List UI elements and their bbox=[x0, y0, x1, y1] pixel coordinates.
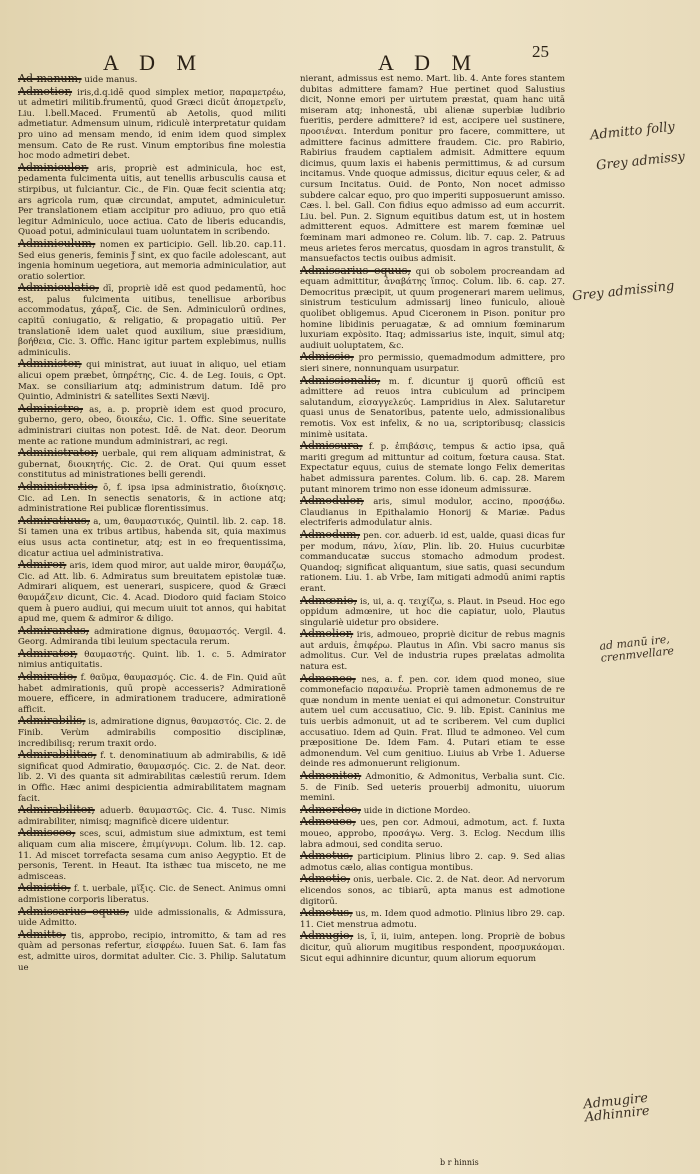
entry-headword: Admistio, bbox=[18, 881, 71, 895]
entry-headword: Admissionalis, bbox=[300, 373, 381, 387]
entry-definition: aduerb. θαυμαστῶς. Cic. 4. Tusc. Nimis admirabiliter, nimisq; magnificè dicere uidentur. bbox=[18, 806, 287, 827]
entry-definition: qui ministrat, aut iuuat in aliquo, uel etiam alicui opem præbet, ὑπηρέτης, Cic. 4. de Leg. Iouis, ɢ Opt. Max. se consiliarium atq; administrum datum. Idē pro Quintio, Administri & satellites Sexti Nævij. bbox=[18, 360, 286, 403]
entry-definition: ō, f. ipsa ipsa administratio, διοίκησις. Cic. ad Len. In senectis senatoris, & in actione atq; administratione Rei publicæ florentissimus. bbox=[18, 482, 286, 515]
entry-headword: Admodum, bbox=[300, 527, 361, 541]
entry-definition: sces, scui, admistum siue admixtum, est temi aliquam cum alia miscere, ἐπιμίγνυμι. Colum. lib. 12. cap. 11. Ad miscet torrefacta sesama cum aniso Aegyptio. Et de personis, Terent. in Heaut. Ita isthæc tua misceto, ne me admisceas. bbox=[18, 829, 286, 882]
dictionary-entry bbox=[18, 236, 286, 282]
entry-definition: ues, pen cor. Admoui, admotum, act. f. Iuxta moueo, approbo, προσάγω. Verg. 3. Eclog. Necdum illis labra admoui, sed condita seruo. bbox=[300, 818, 565, 850]
entry-headword: Admissio, bbox=[300, 350, 354, 364]
entry-headword: Admetior, bbox=[18, 84, 73, 98]
dictionary-entry bbox=[300, 527, 565, 595]
entry-definition: m. f. dicuntur ij quorū officiū est admittere ad reuos intra cubiculum ad principem salutandum, εἰσαγγελεύς. Lampridius in Alex. Salutaretur quasi unus de Senatoribus, patente uelo, admissionalibus remotis. Vox est infelix, & no ua, scriptoribusq; classicis minimè usitata. bbox=[300, 376, 565, 440]
dictionary-entry bbox=[300, 771, 565, 804]
dictionary-entry bbox=[18, 359, 286, 402]
entry-definition: uerbale, qui rem aliquam administrat, & gubernat, διοικητής. Cic. 2. de Orat. Qui quum esset constitutus ad ministrationes belli gerendi. bbox=[18, 449, 286, 481]
dictionary-entry bbox=[300, 908, 565, 930]
entry-definition: as, a. p. propriè idem est quod procuro, guberno, gero, obeo, διοικέω, Cic. 1. Offic. Sine seueritate administrari ciuitas non potest. Idē. de Nat. deor. Deorum mente ac ratione mundum administrari, ac regi. bbox=[18, 404, 287, 447]
entry-definition: iris,d.q.idē quod simplex metior, παραμετρέω, ut admetiri militib.frumentū, quod Græci dicūt ἀπομετρεῖν, Liu. l.bell.Maced. Frumentū ab Aetolis, quod militi admetiatur. Admensum uinum, ridiculè interpretatur quidam pro uino ad mensam mendo, id enim idem quod simplex mensum. Cato de Re rust. Vinum emptoribus fine molestia hoc modo admetiri debet. bbox=[18, 87, 286, 162]
entry-definition: nierant, admissus est nemo. Mart. lib. 4. Ante fores stantem dubitas admittere famam? Hue pertinet quod Salustius dicit, Nonne emori per uirtutem præstat, quam hanc uitā miseram atq; inhonestā, ubi alienæ superbiæ ludibrio fueritis, perdere admittere? id est, accipere uel sustinere, προσιέναι. Interdum ponitur pro facere, committere, ut admittere facinus admittere fraudem. Cic. pro Rabirio, Rabirius fraudem captialem admisit. Admittere equum dicimus, quum laxis ei habenis permittimus, & ad cursum incitamus. Vnde quoque admissus, dicitur equus celer, & ad cursum Incitatus. Ouid. de Ponto, Non nocet admisso subdere calcar equo, pro quo imperiti supposuerunt amisso. Cæs. l. bel. Gall. Con fidius equo admisso ad eum accurrit. Liu. bel. Pun. 2. Signum equitibus datum est, ut in hostem admitterent equos. Admittere est marem fœminæ uel fœminam mari admoneo re. Colum. lib. 7. cap. 2. Patruus meus arietes feros mercatus, quosdam in agros transtulit, & mansuefactos tectis ouibus admisit. bbox=[300, 74, 565, 265]
entry-definition: θαυμαστής. Quint. lib. 1. c. 5. Admirator nimius antiquitatis. bbox=[18, 649, 286, 671]
entry-headword: Admotus, bbox=[300, 906, 353, 920]
entry-headword: Admirabilitas, bbox=[18, 748, 97, 762]
entry-definition: f. t. uerbale, μῖξις. Cic. de Senect. Animus omni admistione corporis liberatus. bbox=[18, 884, 286, 905]
entry-definition: aris, idem quod miror, aut ualde miror, θαυμάζω, Cic. ad Att. lib. 6. Admiratus sum breuitatem epistolæ tuæ. Admirari aliquem, est uenerari, suspicere, quod & Græci θαυμάζειν dicunt, Cic. 4. Acad. Diodoro quid faciam Stoico quem à puero audiui, qui mecum uiuit tot annos, qui habitat apud me, quem & admiror & diligo. bbox=[18, 561, 286, 625]
dictionary-entry bbox=[18, 805, 286, 827]
entry-headword: Adminiculatio, bbox=[18, 281, 99, 295]
entry-definition: is, ui, a. q. τειχίζω, s. Plaut. in Pseud. Hoc ego oppidum admœnire, ut hoc die capiatur, uolo, Plautus singulariè uidetur pro obsidere. bbox=[300, 596, 566, 628]
entry-definition: admiratione dignus, θαυμαστός. Vergil. 4. Georg. Admiranda tibi leuium spectacula rerum. bbox=[18, 626, 287, 648]
entry-definition: tis, approbo, recipio, intromitto, & tam ad res quàm ad personas refertur, εἰσφρέω. Iuuen Sat. 6. Iam fas est, admitte uiros, dormitat adulter. Cic. 3. Philip. Salutatum ue bbox=[18, 930, 286, 973]
dictionary-entry bbox=[18, 479, 286, 515]
dictionary-entry bbox=[300, 373, 565, 441]
entry-definition: aris, simul modulor, accino, προσᾴδω. Claudianus in Epithalamio Honorij & Mariæ. Padus electriferis admodulatur alnis. bbox=[300, 497, 565, 529]
entry-headword: Admoneo, bbox=[300, 671, 356, 685]
entry-definition: f. p. ἐπιβάσις, tempus & actio ipsa, quā mariti gregum ad mittuntur ad coitum, fœtura causa. Stat. Expectatur equus, cuius de stemate longo Felix demeritas habet admissura parentes. Colum. lib. 6. cap. 28. Marem putant minorem trimo non esse idoneum admissuræ. bbox=[300, 442, 565, 495]
dictionary-entry bbox=[18, 927, 286, 973]
entry-headword: Admotio, bbox=[300, 872, 351, 886]
entry-definition: onis, uerbale. Cic. 2. de Nat. deor. Ad nervorum elicendos sonos, ac tibiarū, apta manus est admotione digitorū. bbox=[300, 875, 565, 907]
dictionary-entry bbox=[18, 401, 287, 447]
dictionary-entry bbox=[18, 160, 286, 238]
entry-headword: Admissura, bbox=[300, 439, 363, 453]
right-column bbox=[300, 74, 565, 965]
dictionary-entry bbox=[300, 851, 565, 873]
dictionary-entry bbox=[18, 646, 286, 671]
entry-definition: dī, propriè idē est quod pedamentū, hoc est, palus fulcimenta uitibus, tenellisue arboribus accommodatus, χάραξ, Cic. de Sen. Adminiculorū ordines, capitū coniugatio, & religatio, & propagatio uitiū. Per translationē idem ualet quod auxilium, siue præsidium, βοήθεια, Cic. 3. Offic. Hanc igitur partem explebimus, nullis adminiculis. bbox=[18, 284, 286, 358]
entry-headword: Administer, bbox=[18, 357, 82, 371]
page-number: 25 bbox=[532, 42, 549, 61]
dictionary-entry bbox=[18, 84, 286, 162]
entry-headword: Admissarius equus, bbox=[18, 904, 129, 918]
entry-definition: pro permissio, quemadmodum admittere, pro sieri sinere, nonnunquam usurpatur. bbox=[300, 353, 566, 375]
dictionary-entry bbox=[300, 496, 565, 529]
entry-definition: f. θαῦμα, θαυμασμός. Cic. 4. de Fin. Quid aūt habet admirationis, quū propè accesseris? Admirationē mouere, efficere, in admirationem traducere, admirationē afficit. bbox=[18, 673, 287, 715]
entry-definition: Admonitio, & Admonitus, Verbalia sunt. Cic. 5. de Finib. Sed ueteris prouerbij admonitu, uiuorum memini. bbox=[300, 772, 566, 804]
dictionary-entry bbox=[300, 817, 565, 850]
entry-headword: Administro, bbox=[18, 401, 83, 415]
entry-definition: uide admissionalis, & Admissura, uide Admitto. bbox=[18, 907, 286, 929]
running-header-left: A D M bbox=[103, 50, 205, 75]
entry-definition: pen. cor. aduerb. id est, ualde, quasi dicas fur per modum, πάνυ, λίαν, Plin. lib. 20. Huius cucurbitæ commanducatæ succus stomacho admodum prodest. Quandoq; significat aliquantum, siue satis, quasi secundum rationem. Liu. 1. ab Vrbe, Iam mitigati admodū animi raptis erant. bbox=[300, 530, 565, 594]
signature-line: b r hinnis bbox=[440, 1158, 479, 1167]
entry-headword: Admisceo, bbox=[18, 826, 76, 840]
entry-definition: participium. Plinius libro 2. cap. 9. Sed alias admotus cælo, alias contigua montibus. bbox=[300, 852, 565, 873]
dictionary-entry bbox=[18, 283, 286, 358]
entry-definition: f. t. denominatiuum ab admirabilis, & idē significat quod Admiratio, θαυμασμός. Cic. 2. de Nat. deor. lib. 2. Vi des quanta sit admirabilitas cælestiū rerum. Idem in Offic. Hæc animi despicientia admirabilitatem magnam facit. bbox=[18, 751, 286, 804]
dictionary-entry bbox=[300, 352, 565, 374]
margin-note-1: Admitto folly bbox=[589, 119, 676, 144]
entry-definition: a, um, θαυμαστικός, Quintil. lib. 2. cap. 18. Si tamen una ex tribus artibus, habenda sit, quia maximus eius usus acta continetur, atq; est in eo frequentissima, dicatur actiua uel administrativa. bbox=[18, 516, 286, 559]
margin-note-5: Admugire Adhinnire bbox=[582, 1090, 651, 1126]
entry-definition: uide manus. bbox=[84, 75, 138, 85]
entry-definition: is, admiratione dignus, θαυμαστός. Cic. 2. de Finib. Verùm admirabilis compositio disciplinæ, incredibilisq; rerum traxit ordo. bbox=[18, 717, 287, 749]
dictionary-entry bbox=[18, 750, 286, 804]
entry-headword: Admirator, bbox=[18, 646, 78, 660]
dictionary-entry bbox=[300, 593, 566, 629]
entry-headword: Adminiculum, bbox=[18, 236, 96, 250]
entry-headword: Admugio, bbox=[300, 929, 354, 943]
entry-headword: Admœnio, bbox=[300, 593, 358, 607]
dictionary-entry bbox=[300, 931, 565, 964]
entry-headword: Administratio, bbox=[18, 479, 98, 493]
entry-headword: Admotus, bbox=[300, 849, 353, 863]
entry-headword: Ad manum, bbox=[18, 72, 82, 85]
margin-note-2: Grey admissy bbox=[595, 149, 686, 174]
running-header-right: A D M bbox=[378, 50, 480, 75]
dictionary-entry bbox=[300, 629, 565, 672]
entry-headword: Admirabiliter, bbox=[18, 803, 95, 817]
entry-definition: nomen ex participio. Gell. lib.20. cap.11. Sed eius generis, feminis ƒ̄ sint, ex quo facile adolescant, aut ingenia hominum uegetiora, aut memoria adminiculatior, aut oratio solertior. bbox=[18, 239, 286, 282]
dictionary-entry bbox=[18, 448, 286, 481]
entry-headword: Admordeo, bbox=[300, 802, 361, 816]
entry-headword: Adminiculor, bbox=[18, 160, 89, 174]
entry-headword: Administrator, bbox=[18, 446, 99, 460]
dictionary-entry bbox=[300, 441, 565, 495]
dictionary-entry bbox=[300, 74, 565, 265]
entry-headword: Admirabilis, bbox=[18, 714, 86, 728]
entry-headword: Admirandus, bbox=[18, 623, 90, 637]
entry-definition: nes, a. f. pen. cor. idem quod moneo, siue commonefacio παραινέω. Propriè tamen admonemus de re quæ nondum in mente ueniat ei qui admonetur. Construitur autem uel cum accusatiuo, Cic. 9. lib. Epist. Caninius me tuis uerbis admonuit, ut ad te scriberem. Vel cum duplici accusatiuo. Idem ad Quin. Frat. Illud te admoneo. Vel cum præpositione De. Idem Fam. 4. Putari etiam te esse admonendum. Vel cum genitiuo. Liuius ab Vrbe 1. Aduerse deinde res admonuerunt religionum. bbox=[300, 674, 565, 770]
entry-headword: Admiror, bbox=[18, 558, 67, 572]
entry-headword: Admissarius equus, bbox=[300, 263, 411, 277]
dictionary-entry bbox=[18, 883, 286, 905]
dictionary-entry bbox=[18, 560, 286, 625]
left-column bbox=[18, 74, 286, 974]
dictionary-entry bbox=[300, 874, 565, 907]
entry-headword: Admonitor, bbox=[300, 769, 362, 782]
margin-note-4: ad manū ire, crenmvellare bbox=[598, 632, 675, 665]
entry-headword: Admiratiuus, bbox=[18, 513, 90, 527]
dictionary-entry bbox=[18, 828, 286, 882]
entry-headword: Admoueo, bbox=[300, 815, 356, 829]
dictionary-entry bbox=[18, 716, 286, 749]
entry-definition: qui ob sobolem procreandam ad equam admittitur, ἀναβάτης ἵππος. Colum. lib. 6. cap. 27. Democritus præcipit, ut quum progenerari marem uelimus, sinistrum testiculum admissarij lineo funiculo, aliouè quolibet obligemus. Apud Ciceronem in Pison. ponitur pro homine libidinis peruagatæ, & ad omnium fœminarum luxuriam expòsito. Itaq; admissarius iste, inquit, simul atq; audiuit uoluptatem, &c. bbox=[300, 266, 565, 351]
entry-definition: iris, admoueo, propriè dicitur de rebus magnis aut arduis, ἐπιφέρω. Plautus in Aſin. Vbi sacro manus sis admolitus. Cur. Vel de industria rupes prælatas admolita natura est. bbox=[300, 630, 565, 673]
entry-definition: us, m. Idem quod admotio. Plinius libro 29. cap. 11. Ciet menstrua admotu. bbox=[300, 909, 566, 930]
dictionary-entry bbox=[300, 671, 565, 770]
margin-note-3: Grey admissing bbox=[571, 278, 676, 305]
dictionary-entry bbox=[18, 672, 286, 715]
entry-headword: Admitto, bbox=[18, 927, 66, 941]
dictionary-entry bbox=[18, 904, 286, 929]
entry-definition: uide in dictione Mordeo. bbox=[363, 805, 471, 816]
dictionary-entry bbox=[18, 623, 287, 648]
dictionary-entry bbox=[300, 263, 565, 352]
entry-headword: Admolior, bbox=[300, 627, 354, 641]
dictionary-entry bbox=[18, 513, 286, 559]
entry-headword: Admodulor, bbox=[300, 494, 364, 508]
entry-definition: is, ī, ii, iuim, antepen. long. Propriè de bobus dicitur, quū aliorum mugitibus respondent, προσμυκάομαι. Sicut equi adhinnire dicuntur, quum aliorum equorum bbox=[300, 932, 565, 964]
entry-headword: Admiratio, bbox=[18, 670, 77, 684]
entry-definition: aris, propriè est adminicula, hoc est, pedamenta fulcimenta uitis, aut tenellis arbusculis causa et stirpibus, ut fulciantur. Cic., de Fin. Quæ fecit scientia atq; ars agricola rum, quæ circundat, amputet, adminiculetur. Per translationem etiam accipitur pro adiuuo, pro quo etiā legitur Adminiculo, uoce actiua. Cato de liberis educandis, Quoad potui, adminiculaui tuam uoluntatem in scribendo. bbox=[18, 163, 286, 238]
